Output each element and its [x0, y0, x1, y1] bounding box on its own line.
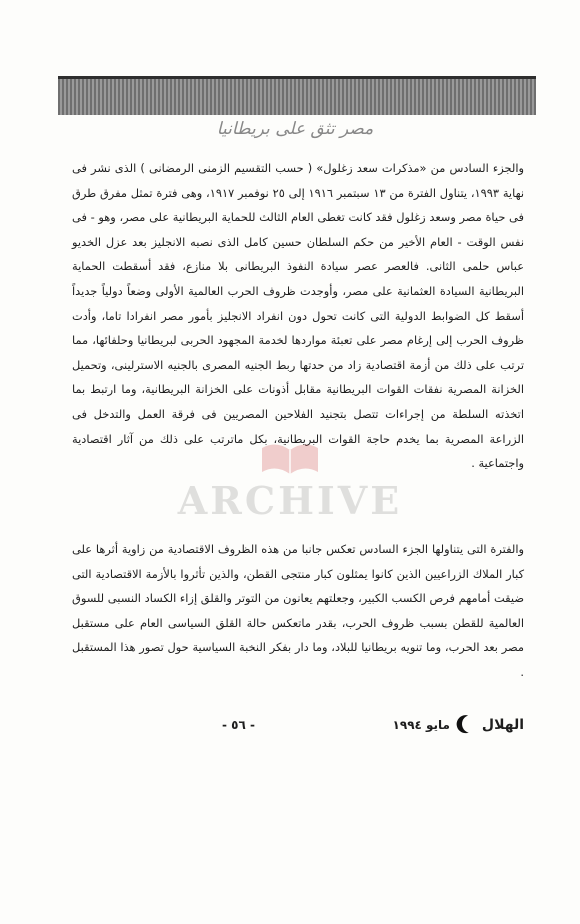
magazine-name: الهلال	[481, 717, 524, 733]
header-band	[58, 76, 536, 115]
page-footer	[72, 712, 524, 738]
running-title: مصر تثق على بريطانيا	[216, 119, 374, 139]
page-number: - ٥٦ -	[222, 718, 255, 732]
crescent-icon	[459, 712, 482, 735]
paragraph-1: والجزء السادس من «مذكرات سعد زغلول» ( حسب التقسيم الزمنى الرمضانى ) الذى نشر فى نهاية ١٩٩٣، يتناول الفترة من ١٣ سبتمبر ١٩١٦ إلى ٢٥ نوفمبر ١٩١٧، وهى فترة تمثل مفرق طرق فى حياة مصر وسعد زغلول فقد كانت تغطى العام الثالث للحماية البريطانية على مصر، وهو - فى نفس الوقت - العام الأخير من حكم السلطان حسين كامل الذى نصبه الانجليز بعد عزل الخديو عباس حلمى الثانى. فالعصر عصر سيادة النفوذ البريطانى بلا منازع، فقد أسقطت الحماية البريطانية السيادة العثمانية على مصر، وأوجدت ظروف الحرب العالمية الأولى وضعاً دولياً جديداً أسقط كل الضوابط الدولية التى كانت تحول دون انفراد الانجليز بأمور مصر انفرادا تاما، وأدت ظروف الحرب إلى إرغام مصر على تعبئة مواردها لخدمة المجهود الحربى لبريطانيا وحلفائها، مما ترتب على ذلك من أزمة اقتصادية زاد من حدتها ربط الجنيه المصرى بالجنيه الاسترلينى، وتحميل الخزانة المصرية نفقات القوات البريطانية مقابل أذونات على الخزانة البريطانية، وما ارتبط بما اتخذته السلطة من إجراءات تتصل بتجنيد الفلاحين المصريين فى فرقة العمل والتدخل فى الزراعة المصرية بما يخدم حاجة القوات البريطانية، بكل ماترتب على ذلك من آثار اقتصادية واجتماعية .	[72, 161, 524, 471]
watermark-text: ARCHIVE	[177, 478, 403, 520]
paragraph-2: والفترة التى يتناولها الجزء السادس تعكس جانبا من هذه الظروف الاقتصادية من زاوية أثرها على كبار الملاك الزراعيين الذين كانوا يمثلون كبار منتجى القطن، والذين تأثروا بالأزمة الاقتصادية التى ضيقت أمامهم فرص الكسب الكبير، وجعلتهم يعانون من التوتر والقلق إزاء الكساد النسبى للسوق العالمية للقطن بسبب ظروف الحرب، بقدر ماتعكس حالة القلق السياسى العام على مستقبل مصر بعد الحرب، وما تنويه بريطانيا للبلاد، وما دار بفكر النخبة السياسية حول تصور هذا المستقبل .	[72, 542, 524, 679]
issue-date: مايو ١٩٩٤	[392, 718, 450, 732]
